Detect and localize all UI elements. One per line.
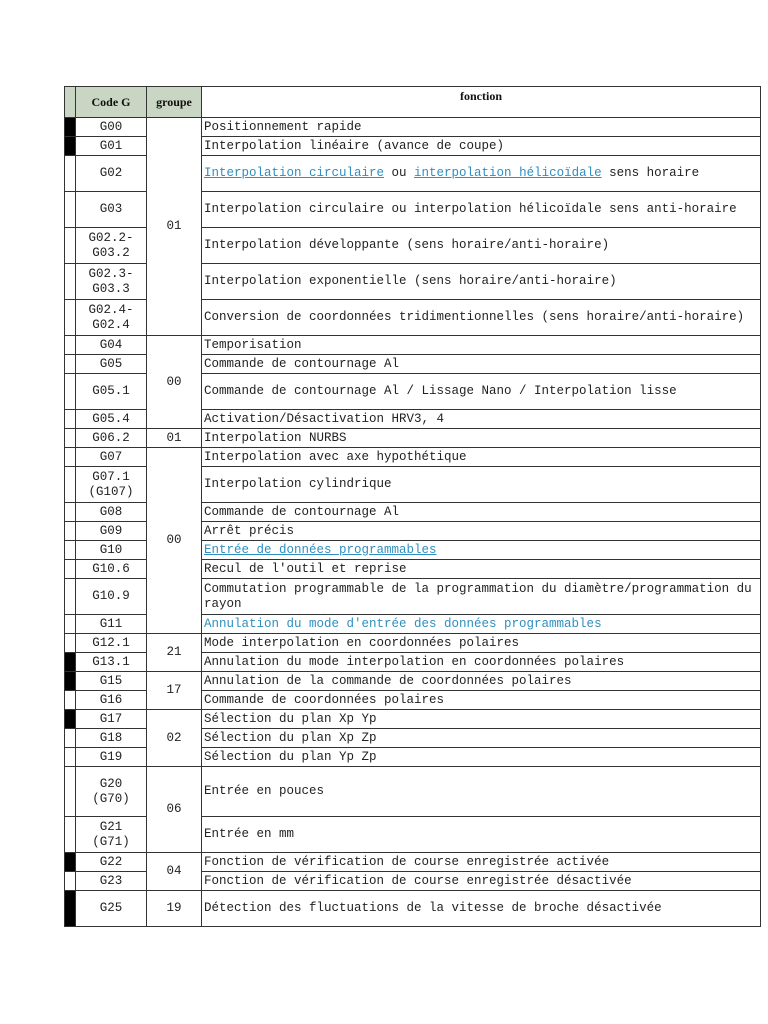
row-marker	[65, 300, 76, 336]
function-link[interactable]: interpolation hélicoïdale	[414, 166, 602, 180]
row-marker	[65, 192, 76, 228]
row-marker	[65, 672, 76, 691]
function-cell: Commande de contournage Al / Lissage Nano / Interpolation lisse	[202, 374, 761, 410]
function-cell: Commande de coordonnées polaires	[202, 691, 761, 710]
row-marker	[65, 767, 76, 817]
gcode-table	[64, 86, 761, 927]
table-row	[65, 448, 761, 467]
function-cell[interactable]	[202, 541, 761, 560]
function-cell[interactable]	[202, 615, 761, 634]
function-cell: Interpolation linéaire (avance de coupe)	[202, 137, 761, 156]
code-cell: G02.3- G03.3	[76, 264, 147, 300]
function-cell: Recul de l'outil et reprise	[202, 560, 761, 579]
group-cell: 00	[147, 336, 202, 429]
group-cell: 06	[147, 767, 202, 853]
function-cell: Interpolation cylindrique	[202, 467, 761, 503]
code-cell: G02.2- G03.2	[76, 228, 147, 264]
row-marker	[65, 560, 76, 579]
code-cell: G00	[76, 118, 147, 137]
function-cell: Entrée en mm	[202, 817, 761, 853]
function-text: sens horaire	[601, 166, 700, 180]
function-cell: Interpolation circulaire ou interpolation hélicoïdale sens anti-horaire	[202, 192, 761, 228]
header-groupe: groupe	[147, 87, 202, 118]
code-cell: G09	[76, 522, 147, 541]
code-cell: G05	[76, 355, 147, 374]
function-cell: Interpolation avec axe hypothétique	[202, 448, 761, 467]
code-cell: G22	[76, 853, 147, 872]
table-row	[65, 336, 761, 355]
function-cell: Interpolation exponentielle (sens horaire/anti-horaire)	[202, 264, 761, 300]
row-marker	[65, 374, 76, 410]
code-cell: G20 (G70)	[76, 767, 147, 817]
function-link[interactable]: Interpolation circulaire	[204, 166, 385, 180]
table-row	[65, 672, 761, 691]
function-cell: Arrêt précis	[202, 522, 761, 541]
row-marker	[65, 817, 76, 853]
function-cell: Entrée en pouces	[202, 767, 761, 817]
function-cell: Annulation de la commande de coordonnées polaires	[202, 672, 761, 691]
code-cell: G10	[76, 541, 147, 560]
function-cell: Temporisation	[202, 336, 761, 355]
header-fonction: fonction	[202, 87, 761, 118]
table-row	[65, 118, 761, 137]
function-cell: Activation/Désactivation HRV3, 4	[202, 410, 761, 429]
row-marker	[65, 448, 76, 467]
function-cell: Mode interpolation en coordonnées polaires	[202, 634, 761, 653]
row-marker	[65, 891, 76, 927]
function-cell: Conversion de coordonnées tridimentionnelles (sens horaire/anti-horaire)	[202, 300, 761, 336]
group-cell: 01	[147, 429, 202, 448]
code-cell: G01	[76, 137, 147, 156]
row-marker	[65, 355, 76, 374]
code-cell: G05.4	[76, 410, 147, 429]
code-cell: G23	[76, 872, 147, 891]
gcode-table-container	[64, 86, 760, 927]
row-marker	[65, 653, 76, 672]
code-cell: G06.2	[76, 429, 147, 448]
code-cell: G05.1	[76, 374, 147, 410]
function-cell: Fonction de vérification de course enregistrée activée	[202, 853, 761, 872]
code-cell: G15	[76, 672, 147, 691]
function-cell: Interpolation NURBS	[202, 429, 761, 448]
code-cell: G12.1	[76, 634, 147, 653]
row-marker	[65, 541, 76, 560]
row-marker	[65, 710, 76, 729]
row-marker	[65, 503, 76, 522]
code-cell: G11	[76, 615, 147, 634]
row-marker	[65, 691, 76, 710]
function-link[interactable]: Annulation du mode d'entrée des données programmables	[204, 616, 602, 631]
function-cell: Positionnement rapide	[202, 118, 761, 137]
row-marker	[65, 467, 76, 503]
row-marker	[65, 522, 76, 541]
code-cell: G07.1 (G107)	[76, 467, 147, 503]
code-cell: G04	[76, 336, 147, 355]
row-marker	[65, 748, 76, 767]
code-cell: G03	[76, 192, 147, 228]
table-row	[65, 634, 761, 653]
group-cell: 17	[147, 672, 202, 710]
function-cell: Sélection du plan Xp Yp	[202, 710, 761, 729]
table-row	[65, 891, 761, 927]
row-marker	[65, 634, 76, 653]
table-row	[65, 710, 761, 729]
group-cell: 00	[147, 448, 202, 634]
function-cell: Détection des fluctuations de la vitesse de broche désactivée	[202, 891, 761, 927]
header-code-g: Code G	[76, 87, 147, 118]
function-cell: Fonction de vérification de course enregistrée désactivée	[202, 872, 761, 891]
function-cell: Annulation du mode interpolation en coordonnées polaires	[202, 653, 761, 672]
code-cell: G16	[76, 691, 147, 710]
function-cell: Sélection du plan Xp Zp	[202, 729, 761, 748]
function-cell: Commande de contournage Al	[202, 503, 761, 522]
row-marker	[65, 429, 76, 448]
row-marker	[65, 137, 76, 156]
group-cell: 01	[147, 118, 202, 336]
code-cell: G21 (G71)	[76, 817, 147, 853]
code-cell: G17	[76, 710, 147, 729]
table-row	[65, 429, 761, 448]
code-cell: G18	[76, 729, 147, 748]
row-marker	[65, 729, 76, 748]
function-cell: Commande de contournage Al	[202, 355, 761, 374]
code-cell: G02.4- G02.4	[76, 300, 147, 336]
header-marker	[65, 87, 76, 118]
table-row	[65, 767, 761, 817]
group-cell: 04	[147, 853, 202, 891]
group-cell: 02	[147, 710, 202, 767]
code-cell: G13.1	[76, 653, 147, 672]
code-cell: G07	[76, 448, 147, 467]
row-marker	[65, 228, 76, 264]
row-marker	[65, 615, 76, 634]
table-body	[65, 118, 761, 927]
function-cell: Commutation programmable de la programmation du diamètre/programmation du rayon	[202, 579, 761, 615]
group-cell: 21	[147, 634, 202, 672]
code-cell: G10.6	[76, 560, 147, 579]
function-text: ou	[384, 166, 415, 180]
function-link[interactable]: Entrée de données programmables	[204, 542, 437, 557]
row-marker	[65, 156, 76, 192]
row-marker	[65, 579, 76, 615]
row-marker	[65, 853, 76, 872]
header-row	[65, 87, 761, 118]
code-cell: G02	[76, 156, 147, 192]
row-marker	[65, 872, 76, 891]
row-marker	[65, 336, 76, 355]
group-cell: 19	[147, 891, 202, 927]
row-marker	[65, 118, 76, 137]
code-cell: G10.9	[76, 579, 147, 615]
code-cell: G08	[76, 503, 147, 522]
code-cell: G25	[76, 891, 147, 927]
row-marker	[65, 410, 76, 429]
row-marker	[65, 264, 76, 300]
code-cell: G19	[76, 748, 147, 767]
function-cell: Interpolation développante (sens horaire/anti-horaire)	[202, 228, 761, 264]
table-row	[65, 853, 761, 872]
function-cell: Sélection du plan Yp Zp	[202, 748, 761, 767]
function-cell[interactable]	[202, 156, 761, 192]
